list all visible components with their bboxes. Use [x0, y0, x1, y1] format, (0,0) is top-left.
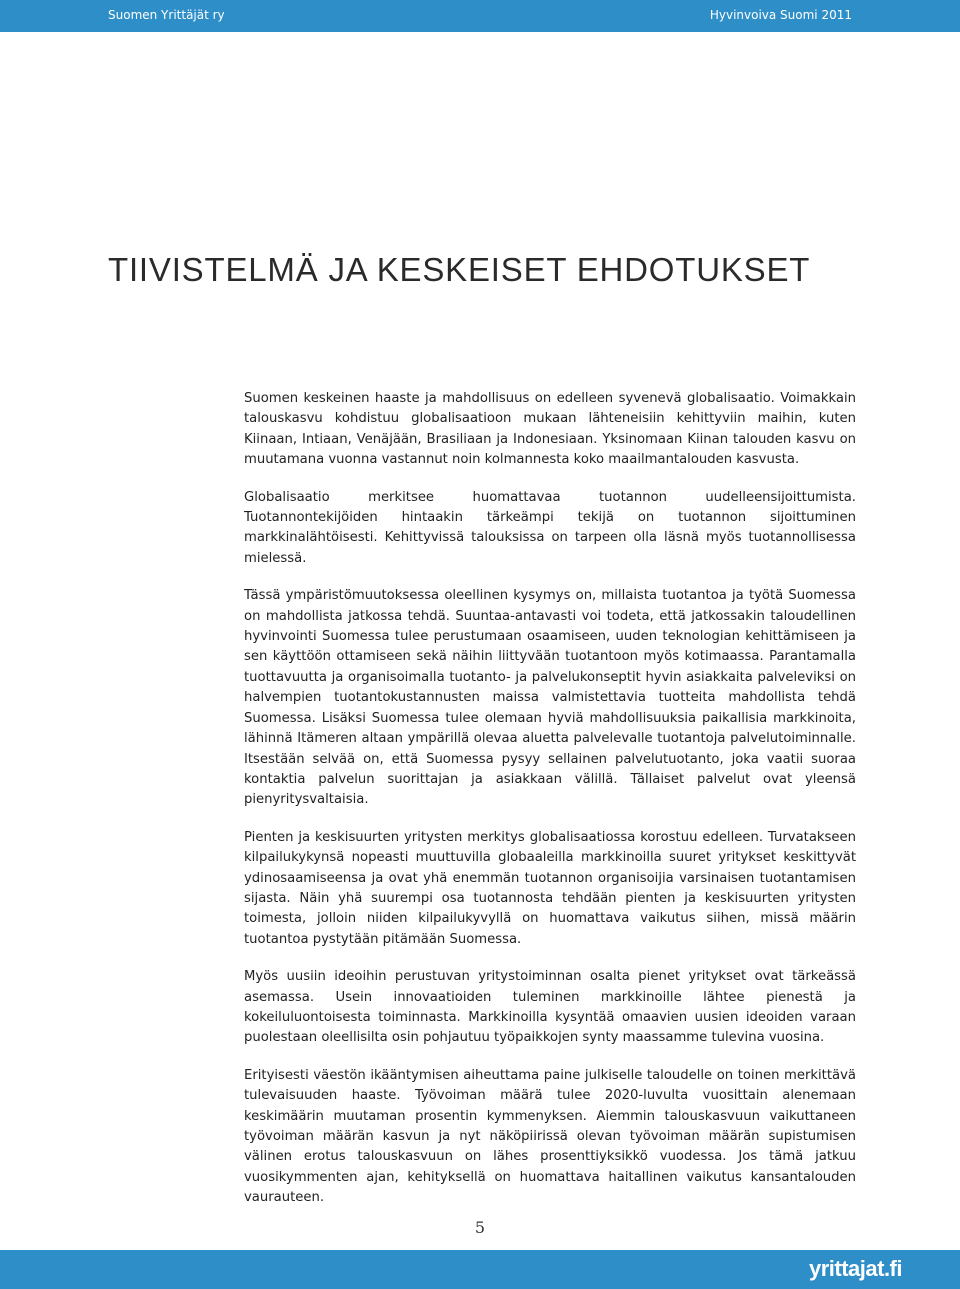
- paragraph: Pienten ja keskisuurten yritysten merkitys globalisaatiossa korostuu edelleen. Turvatakseen kilpailukykynsä nopeasti muuttuvilla globaaleilla markkinoilla suuret yritykset keskittyvät ydinosaamiseensa ja ovat yhä enemmän tuotannon organisoijia varsinaisen tuotantamisen sijasta. Näin yhä suurempi osa tuotannosta tehdään pienten ja keskisuurten yritysten toimesta, jolloin niiden kilpailukyvyllä on huomattava vaikutus siihen, missä määrin tuotantoa pystytään pitämään Suomessa.: [244, 829, 856, 947]
- header-organization: Suomen Yrittäjät ry: [108, 8, 225, 22]
- paragraph: Erityisesti väestön ikääntymisen aiheuttama paine julkiselle taloudelle on toinen merkittävä tulevaisuuden haaste. Työvoiman määrä tulee 2020-luvulta vuosittain alenemaan keskimäärin muutaman prosentin kymmenyksen. Aiemmin talouskasvuun vaikuttaneen työvoiman määrän kasvun ja nyt näköpiirissä olevan työvoiman määrän supistumisen välinen erotus talouskasvuun on lähes prosenttiyksikkö vuodessa. Jos tämä jatkuu vuosikymmenten ajan, kehityksellä on huomattava haitallinen vaikutus kansantalouden vaurauteen.: [244, 1067, 856, 1206]
- yrittajat-logo: yrittajat.fi: [808, 1256, 902, 1281]
- page-title: TIIVISTELMÄ JA KESKEISET EHDOTUKSET: [108, 251, 811, 288]
- page-number: 5: [474, 1218, 486, 1237]
- header-bar: [0, 0, 960, 32]
- paragraph: Globalisaatio merkitsee huomattavaa tuotannon uudelleensijoittumista. Tuotannontekijöiden hintaakin tärkeämpi tekijä on tuotannon sijoittuminen markkinalähtöisesti. Kehittyvissä talouksissa on tarpeen olla läsnä myös tuotannollisessa mielessä.: [244, 489, 856, 566]
- body-text: [244, 389, 856, 1226]
- paragraph: Tässä ympäristömuutoksessa oleellinen kysymys on, millaista tuotantoa ja työtä Suomessa on mahdollista jatkossa tehdä. Suuntaa-antavasti voi todeta, että jatkossakin taloudellinen hyvinvointi Suomessa tulee perustumaan osaamiseen, uuden teknologian kehittämiseen ja sen käyttöön ottamiseen sekä näihin liittyvään tuotantoon myös kotimaassa. Parantamalla tuottavuutta ja organisoimalla tuotanto- ja palvelukonseptit hyvin asiakkaita palveleviksi on halvempien tuotantokustannusten maissa valmistettavia tuotteita mahdollista tehdä Suomessa. Lisäksi Suomessa tulee olemaan hyviä mahdollisuuksia paikallisia markkinoita, lähinnä Itämeren altaan ympärillä olevaa aluetta palvelevalle tuotantoja palvelutoiminnalle. Itsestään selvää on, että Suomessa pysyy sellainen palvelutuotanto, joka vaatii suoraa kontaktia palvelun suorittajan ja asiakkaan välillä. Tällaiset palvelut ovat yleensä pienyritysvaltaisia.: [244, 588, 856, 808]
- header-publication: Hyvinvoiva Suomi 2011: [709, 8, 852, 22]
- paragraph: Suomen keskeinen haaste ja mahdollisuus on edelleen syvenevä globalisaatio. Voimakkain talouskasvu kohdistuu globalisaatioon mukaan lähteneisiin kehittyviin maihin, kuten Kiinaan, Intiaan, Venäjään, Brasiliaan ja Indonesiaan. Yksinomaan Kiinan talouden kasvu on muutamana vuonna vastannut noin kolmannesta koko maailmantalouden kasvusta.: [244, 391, 856, 468]
- paragraph: Myös uusiin ideoihin perustuvan yritystoiminnan osalta pienet yritykset ovat tärkeässä asemassa. Usein innovaatioiden tuleminen markkinoille lähtee pienestä ja kokeiluluontoisesta toiminnasta. Markkinoilla kysyntää omaavien uusien ideoiden varaan puolestaan oleellisilta osin pohjautuu työpaikkojen synty maassamme tulevina vuosina.: [244, 969, 856, 1046]
- footer-bar: [0, 1250, 960, 1289]
